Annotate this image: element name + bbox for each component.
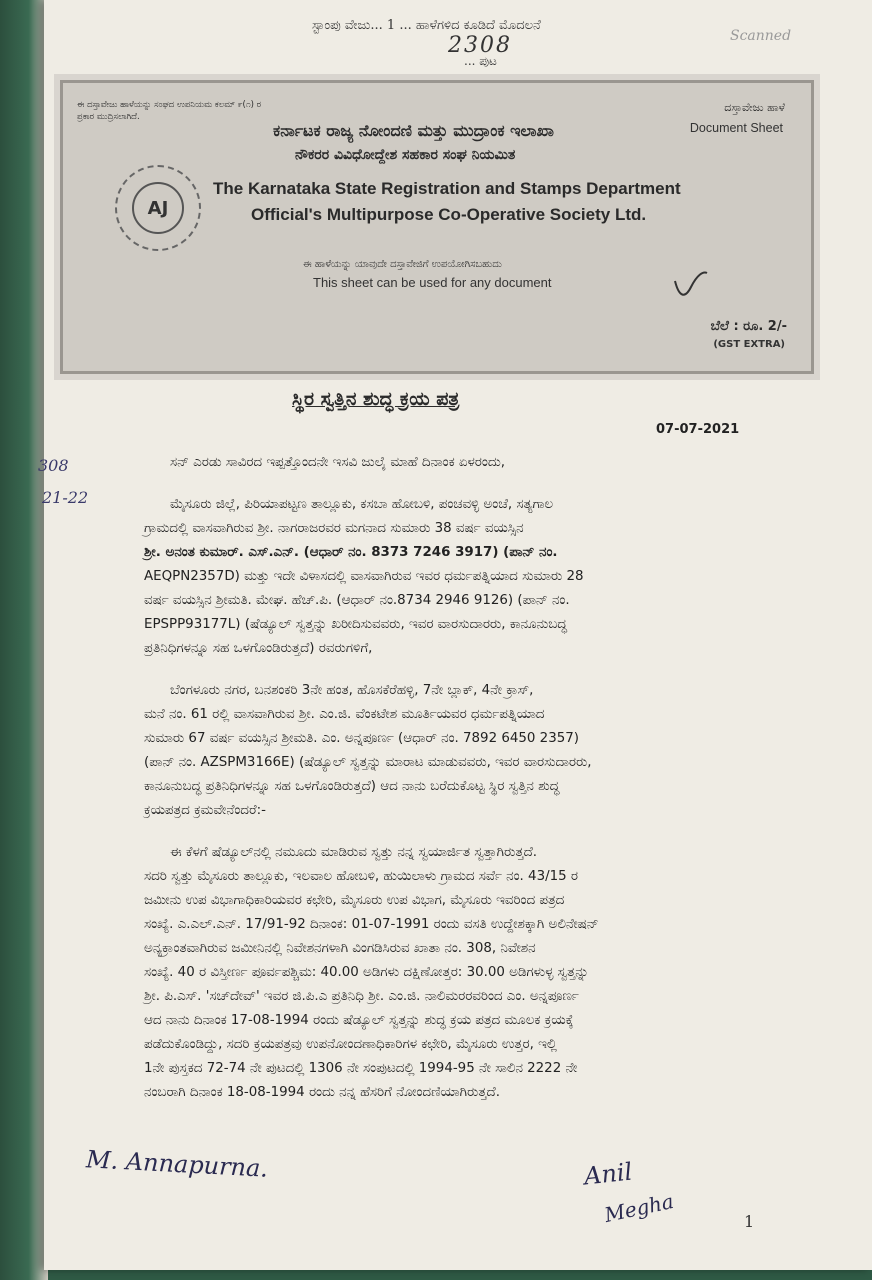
header-right-en: Document Sheet: [689, 121, 783, 135]
header-left-note: ಈ ದಸ್ತಾವೇಜು ಹಾಳೆಯನ್ನು ಸಂಘದ ಉಪನಿಯಮ ಕಲಮ್ ೯(೧) ರ ಪ್ರಕಾರ ಮುದ್ರಿಸಲಾಗಿದೆ.: [77, 100, 262, 122]
property-line-10: 1ನೇ ಪುಸ್ತಕದ 72-74 ನೇ ಪುಟದಲ್ಲಿ 1306 ನೇ ಸಂಪುಟದಲ್ಲಿ 1994-95 ನೇ ಸಾಲಿನ 2222 ನೇ: [144, 1061, 578, 1076]
corner-note: Scanned: [730, 28, 792, 44]
seller-line-5: ಕಾನೂನುಬದ್ಧ ಪ್ರತಿನಿಧಿಗಳನ್ನೂ ಸಹ ಒಳಗೊಂಡಿರುತ್ತದೆ) ಆದ ನಾನು ಬರೆದುಕೊಟ್ಟ ಸ್ಥಿರ ಸ್ವತ್ತಿನ ಶುದ್ಧ: [144, 779, 560, 794]
buyers-line-2: ಗ್ರಾಮದಲ್ಲಿ ವಾಸವಾಗಿರುವ ಶ್ರೀ. ನಾಗರಾಜರವರ ಮಗನಾದ ಸುಮಾರು 38 ವರ್ಷ ವಯಸ್ಸಿನ: [144, 521, 524, 536]
property-line-11: ನಂಬರಾಗಿ ದಿನಾಂಕ 18-08-1994 ರಂದು ನನ್ನ ಹೆಸರಿಗೆ ನೋಂದಣಿಯಾಗಿರುತ್ತದೆ.: [144, 1085, 500, 1100]
header-kan-title2: ನೌಕರರ ವಿವಿಧೋದ್ದೇಶ ಸಹಕಾರ ಸಂಘ ನಿಯಮಿತ: [295, 147, 516, 163]
seller-line-6: ಕ್ರಯಪತ್ರದ ಕ್ರಮವೇನೆಂದರೆ:-: [144, 803, 266, 818]
header-price: ಬೆಲೆ : ರೂ. 2/-: [710, 319, 787, 334]
margin-note-year: 21-22: [42, 488, 89, 507]
buyer-signature-2: Megha: [602, 1188, 676, 1228]
header-kan-title1: ಕರ್ನಾಟಕ ರಾಜ್ಯ ನೋಂದಣಿ ಮತ್ತು ಮುದ್ರಾಂಕ ಇಲಾಖಾ: [273, 121, 554, 140]
seller-line-1: ಬೆಂಗಳೂರು ನಗರ, ಬನಶಂಕರಿ 3ನೇ ಹಂತ, ಹೊಸಕೆರೆಹಳ್ಳಿ, 7ನೇ ಬ್ಲಾಕ್, 4ನೇ ಕ್ರಾಸ್,: [170, 683, 534, 698]
header-en-title2: Official's Multipurpose Co-Operative Society Ltd.: [251, 205, 647, 224]
property-line-1: ಈ ಕೆಳಗೆ ಷೆಡ್ಯೂಲ್‌ನಲ್ಲಿ ನಮೂದು ಮಾಡಿರುವ ಸ್ವತ್ತು ನನ್ನ ಸ್ವಯಾರ್ಜಿತ ಸ್ವತ್ತಾಗಿರುತ್ತದೆ.: [170, 845, 538, 860]
buyers-line-4: AEQPN2357D) ಮತ್ತು ಇದೇ ವಿಳಾಸದಲ್ಲಿ ವಾಸವಾಗಿರುವ ಇವರ ಧರ್ಮಪತ್ನಿಯಾದ ಸುಮಾರು 28: [144, 569, 584, 584]
buyers-line-1: ಮೈಸೂರು ಜಿಲ್ಲೆ, ಪಿರಿಯಾಪಟ್ಟಣ ತಾಲ್ಲೂಕು, ಕಸಬಾ ಹೋಬಳಿ, ಪಂಚವಳ್ಳಿ ಅಂಚೆ, ಸತ್ಯಗಾಲ: [170, 497, 554, 512]
document-title: ಸ್ಥಿರ ಸ್ವತ್ತಿನ ಶುದ್ಧ ಕ್ರಯ ಪತ್ರ: [292, 388, 460, 410]
header-en-title1: The Karnataka State Registration and Stamps Department: [213, 179, 681, 198]
seller-signature: M. Annapurna.: [85, 1145, 269, 1183]
property-line-5: ಅನ್ಯಕ್ರಾಂತವಾಗಿರುವ ಜಮೀನಿನಲ್ಲಿ ನಿವೇಶನಗಳಾಗಿ ವಿಂಗಡಿಸಿರುವ ಖಾತಾ ನಂ. 308, ನಿವೇಶನ: [144, 941, 536, 956]
header-use-en: This sheet can be used for any document: [313, 275, 552, 290]
top-note-number: 2308: [448, 33, 512, 58]
property-line-4: ಸಂಖ್ಯೆ. ಎ.ಎಲ್.ಎನ್. 17/91-92 ದಿನಾಂಕ: 01-07-1991 ರಂದು ವಸತಿ ಉದ್ದೇಶಕ್ಕಾಗಿ ಅಲಿನೇಷನ್: [144, 917, 599, 932]
property-line-9: ಪಡೆದುಕೊಂಡಿದ್ದು, ಸದರಿ ಕ್ರಯಪತ್ರವು ಉಪನೋಂದಣಾಧಿಕಾರಿಗಳ ಕಛೇರಿ, ಮೈಸೂರು ಉತ್ತರ, ಇಲ್ಲಿ: [144, 1037, 557, 1052]
seller-line-4: (ಪಾನ್ ನಂ. AZSPM3166E) (ಷೆಡ್ಯೂಲ್ ಸ್ವತ್ತನ್ನು ಮಾರಾಟ ಮಾಡುವವರು, ಇವರ ವಾರಸುದಾರರು,: [144, 755, 592, 770]
seller-line-3: ಸುಮಾರು 67 ವರ್ಷ ವಯಸ್ಸಿನ ಶ್ರೀಮತಿ. ಎಂ. ಅನ್ನಪೂರ್ಣ (ಆಧಾರ್ ನಂ. 7892 6450 2357): [144, 731, 579, 746]
header-gst: (GST EXTRA): [713, 339, 785, 350]
stamp-header-box: [60, 80, 814, 374]
buyers-line-5: ವರ್ಷ ವಯಸ್ಸಿನ ಶ್ರೀಮತಿ. ಮೇಘ. ಹೆಚ್.ಪಿ. (ಆಧಾರ್ ನಂ.8734 2946 9126) (ಪಾನ್ ನಂ.: [144, 593, 570, 608]
top-note-line1: ಸ್ಟಾಂಪು ವೇಜು... 1 ... ಹಾಳೆಗಳಿದ ಕೂಡಿದೆ ಮೊದಲನೆ: [312, 18, 541, 33]
property-line-2: ಸದರಿ ಸ್ವತ್ತು ಮೈಸೂರು ತಾಲ್ಲೂಕು, ಇಲವಾಲ ಹೋಬಳಿ, ಹುಯಿಲಾಳು ಗ್ರಾಮದ ಸರ್ವೆ ನಂ. 43/15 ರ: [144, 869, 578, 884]
page-number: 1: [744, 1212, 755, 1231]
checkmark-icon: [669, 267, 709, 303]
document-sheet: [38, 0, 872, 1270]
property-line-8: ಆದ ನಾನು ದಿನಾಂಕ 17-08-1994 ರಂದು ಷೆಡ್ಯೂಲ್ ಸ್ವತ್ತನ್ನು ಶುದ್ಧ ಕ್ರಯ ಪತ್ರದ ಮೂಲಕ ಕ್ರಯಕ್ಕೆ: [144, 1013, 574, 1028]
buyers-line-7: ಪ್ರತಿನಿಧಿಗಳನ್ನೂ ಸಹ ಒಳಗೊಂಡಿರುತ್ತದೆ) ರವರುಗಳಿಗೆ,: [144, 641, 373, 656]
seal-monogram: AJ: [132, 182, 184, 234]
buyers-line-6: EPSPP93177L) (ಷೆಡ್ಯೂಲ್ ಸ್ವತ್ತನ್ನು ಖರೀದಿಸುವವರು, ಇವರ ವಾರಸುದಾರರು, ಕಾನೂನುಬದ್ಧ: [144, 617, 568, 632]
document-date: 07-07-2021: [656, 422, 740, 437]
header-use-kan: ಈ ಹಾಳೆಯನ್ನು ಯಾವುದೇ ದಸ್ತಾವೇಜಿಗೆ ಉಪಯೋಗಿಸಬಹುದು: [303, 259, 502, 270]
property-line-3: ಜಮೀನು ಉಪ ವಿಭಾಗಾಧಿಕಾರಿಯವರ ಕಛೇರಿ, ಮೈಸೂರು ಉಪ ವಿಭಾಗ, ಮೈಸೂರು ಇವರಿಂದ ಪತ್ರದ: [144, 893, 565, 908]
society-seal: [115, 165, 201, 251]
buyers-line-3: ಶ್ರೀ. ಅನಂತ ಕುಮಾರ್. ಎಸ್.ಎನ್. (ಆಧಾರ್ ನಂ. 8373 7246 3917) (ಪಾನ್ ನಂ.: [144, 545, 558, 560]
buyer-signature-1: Anil: [582, 1157, 634, 1191]
opening-line: ಸನ್ ಎರಡು ಸಾವಿರದ ಇಪ್ಪತ್ತೊಂದನೇ ಇಸವಿ ಜುಲೈ ಮಾಹೆ ದಿನಾಂಕ ಏಳರಂದು,: [170, 455, 505, 470]
top-note-line2: ... ಪುಟ: [464, 54, 497, 68]
top-handwritten-note: [312, 18, 541, 33]
desk-edge: [0, 0, 48, 1280]
property-line-6: ಸಂಖ್ಯೆ. 40 ರ ವಿಸ್ತೀರ್ಣ ಪೂರ್ವಪಶ್ಚಿಮ: 40.00 ಅಡಿಗಳು ದಕ್ಷಿಣೋತ್ತರ: 30.00 ಅಡಿಗಳುಳ್ಳ ಸ್ವತ್ತನ್ನು: [144, 965, 589, 980]
header-right-kan: ದಸ್ತಾವೇಜು ಹಾಳೆ: [724, 101, 785, 114]
seller-line-2: ಮನೆ ನಂ. 61 ರಲ್ಲಿ ವಾಸವಾಗಿರುವ ಶ್ರೀ. ಎಂ.ಜಿ. ವೆಂಕಟೇಶ ಮೂರ್ತಿಯವರ ಧರ್ಮಪತ್ನಿಯಾದ: [144, 707, 545, 722]
margin-note-308: 308: [38, 456, 69, 475]
property-line-7: ಶ್ರೀ. ಪಿ.ಎಸ್. 'ಸಚ್‌ದೇವ್' ಇವರ ಜಿ.ಪಿ.ಎ ಪ್ರತಿನಿಧಿ ಶ್ರೀ. ಎಂ.ಜಿ. ನಾಲಿಮರರವರಿಂದ ಎಂ. ಅನ್ನಪೂರ್ಣ: [144, 989, 579, 1004]
